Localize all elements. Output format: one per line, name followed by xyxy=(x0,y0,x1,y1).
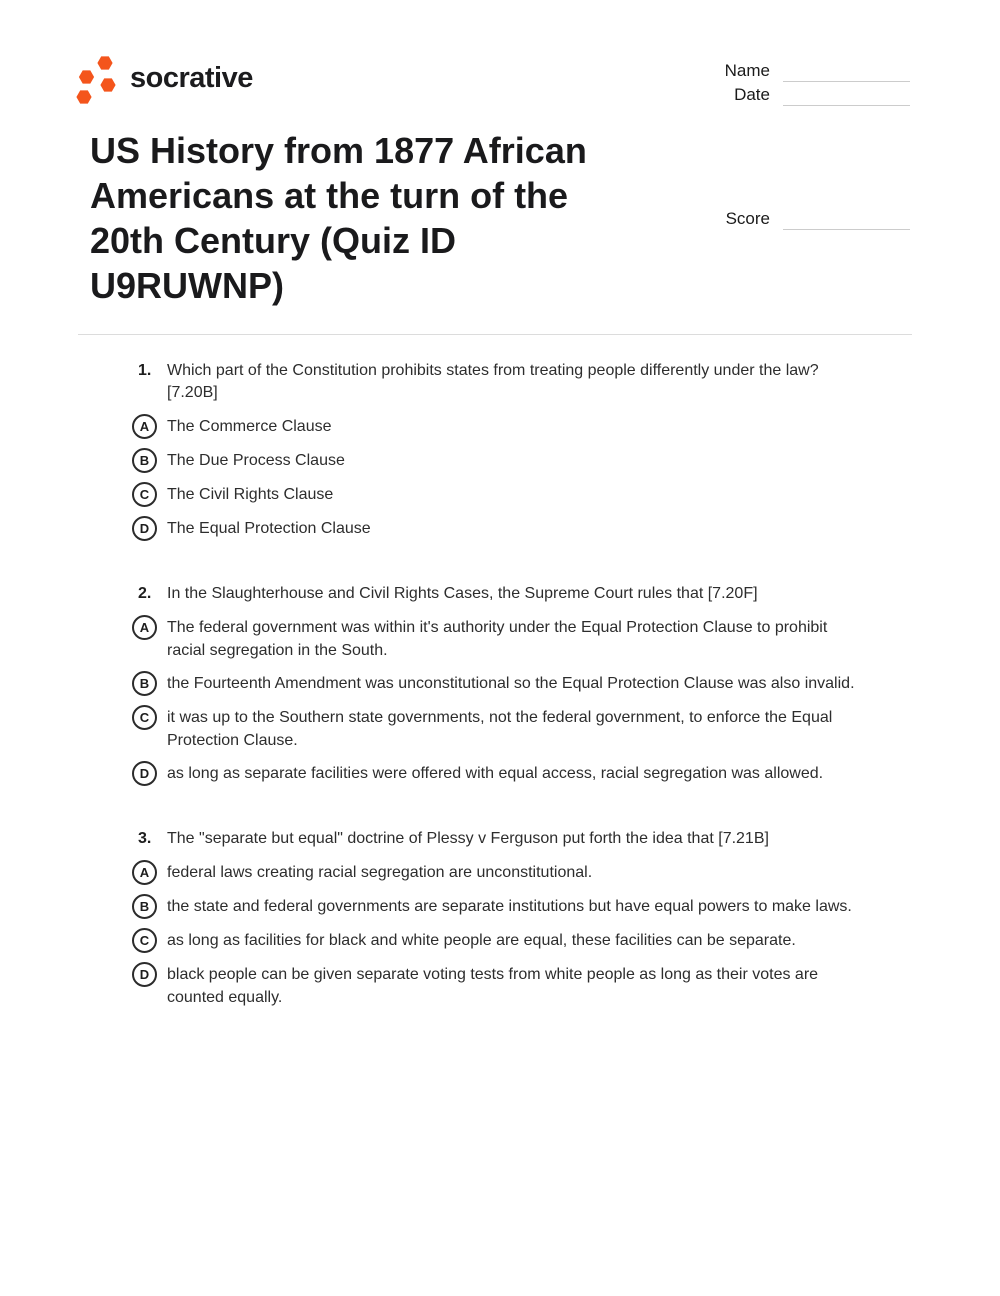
date-blank-line[interactable] xyxy=(783,88,910,106)
socrative-logo xyxy=(76,50,276,108)
answer-bubble-a[interactable]: A xyxy=(132,414,157,439)
answer-text: the state and federal governments are separate institutions but have equal powers to make laws. xyxy=(167,898,852,915)
header-divider xyxy=(78,334,912,335)
question-number: 3. xyxy=(138,830,152,847)
question-3 xyxy=(90,828,940,1009)
answer-bubble-a[interactable]: A xyxy=(132,615,157,640)
answer-bubble-b[interactable]: B xyxy=(132,448,157,473)
answer-text: The Due Process Clause xyxy=(167,452,345,469)
question-2 xyxy=(90,583,940,786)
question-2-option-d xyxy=(132,761,940,786)
score-label: Score xyxy=(725,209,770,228)
question-list xyxy=(90,360,940,1051)
answer-bubble-c[interactable]: C xyxy=(132,482,157,507)
answer-text: black people can be given separate voting tests from white people as long as their votes are counted equally. xyxy=(167,966,819,1006)
question-3-option-a xyxy=(132,860,940,885)
answer-bubble-d[interactable]: D xyxy=(132,516,157,541)
score-blank-line[interactable] xyxy=(783,212,910,230)
answer-bubble-b[interactable]: B xyxy=(132,894,157,919)
date-label: Date xyxy=(734,85,770,104)
question-1-option-d xyxy=(132,516,940,541)
question-1-option-a xyxy=(132,414,940,439)
answer-text: the Fourteenth Amendment was unconstitutional so the Equal Protection Clause was also invalid. xyxy=(167,675,855,692)
question-2-option-b xyxy=(132,671,940,696)
quiz-title: US History from 1877 African Americans at the turn of the 20th Century (Quiz ID U9RUWNP) xyxy=(90,130,587,306)
question-3-option-b xyxy=(132,894,940,919)
name-label: Name xyxy=(724,61,770,80)
date-field-row xyxy=(734,84,910,106)
hexagon-top-right xyxy=(97,56,112,69)
answer-bubble-c[interactable]: C xyxy=(132,928,157,953)
score-field-row xyxy=(726,208,910,230)
answer-text: as long as separate facilities were offered with equal access, racial segregation was allowed. xyxy=(167,765,824,782)
answer-text: The federal government was within it's authority under the Equal Protection Clause to prohibit racial segregation in the South. xyxy=(167,619,828,659)
question-text: The "separate but equal" doctrine of Plessy v Ferguson put forth the idea that [7.21B] xyxy=(167,830,769,847)
question-2-option-c xyxy=(132,705,940,752)
answer-bubble-d[interactable]: D xyxy=(132,962,157,987)
question-3-option-c xyxy=(132,928,940,953)
question-3-option-d xyxy=(132,962,940,1009)
question-number: 1. xyxy=(138,362,152,379)
question-1-option-b xyxy=(132,448,940,473)
hexagon-bottom-left xyxy=(76,90,91,103)
answer-text: The Commerce Clause xyxy=(167,418,332,435)
question-1-head xyxy=(90,360,940,404)
answer-text: federal laws creating racial segregation are unconstitutional. xyxy=(167,864,593,881)
hexagon-mid-right xyxy=(100,78,115,91)
answer-bubble-b[interactable]: B xyxy=(132,671,157,696)
answer-text: it was up to the Southern state governments, not the federal government, to enforce the Equal Protection Clause. xyxy=(167,709,833,749)
brand-wordmark: socrative xyxy=(130,62,253,94)
answer-bubble-a[interactable]: A xyxy=(132,860,157,885)
question-1-option-c xyxy=(132,482,940,507)
question-2-head xyxy=(90,583,940,605)
answer-text: The Civil Rights Clause xyxy=(167,486,334,503)
name-field-row xyxy=(725,60,910,82)
question-2-option-a xyxy=(132,615,940,662)
question-text: In the Slaughterhouse and Civil Rights Cases, the Supreme Court rules that [7.20F] xyxy=(167,585,758,602)
question-text: Which part of the Constitution prohibits states from treating people differently under the law? [7.20B] xyxy=(167,362,819,401)
answer-text: The Equal Protection Clause xyxy=(167,520,371,537)
answer-bubble-c[interactable]: C xyxy=(132,705,157,730)
question-number: 2. xyxy=(138,585,152,602)
answer-text: as long as facilities for black and white people are equal, these facilities can be separate. xyxy=(167,932,796,949)
question-1 xyxy=(90,360,940,541)
hexagon-mid-left xyxy=(79,70,94,83)
name-blank-line[interactable] xyxy=(783,64,910,82)
answer-bubble-d[interactable]: D xyxy=(132,761,157,786)
question-3-head xyxy=(90,828,940,850)
hexagon-cluster-icon xyxy=(76,50,124,108)
